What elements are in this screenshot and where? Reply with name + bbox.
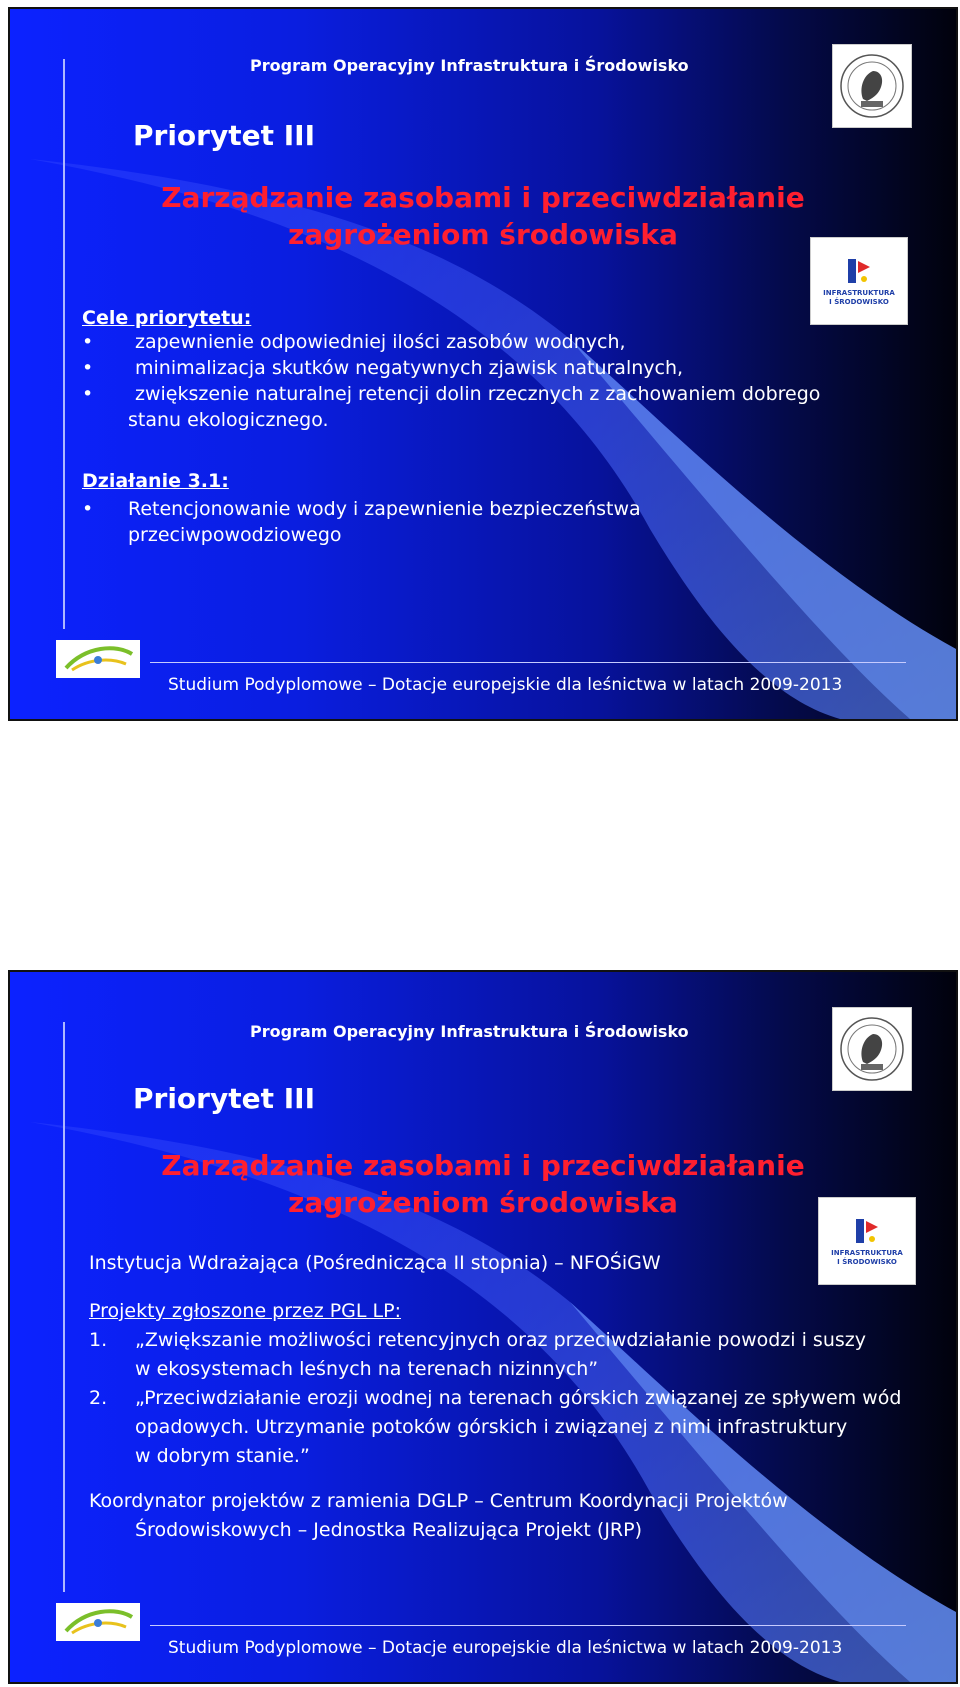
bullet-icon: • [82, 357, 94, 379]
footer-rule [150, 662, 906, 663]
footer-rule [150, 1625, 906, 1626]
project-2-line-3: w dobrym stanie.” [135, 1445, 310, 1467]
project-2-line-1: „Przeciwdziałanie erozji wodnej na terenach górskich związanej ze spływem wód [135, 1387, 902, 1409]
goals-heading: Cele priorytetu: [82, 307, 252, 329]
subtitle-line-1: Zarządzanie zasobami i przeciwdziałanie [161, 181, 805, 214]
left-vertical-line [63, 1022, 65, 1592]
coordinator-line-2: Środowiskowych – Jednostka Realizująca Projekt (JRP) [135, 1519, 642, 1541]
infra-logo-text-2: I ŚRODOWISKO [837, 1258, 897, 1266]
action-heading: Działanie 3.1: [82, 470, 229, 492]
goal-item: zwiększenie naturalnej retencji dolin rzecznych z zachowaniem dobrego [135, 383, 821, 405]
slide-1 [8, 7, 958, 721]
project-1-number: 1. [89, 1329, 108, 1351]
leaf-logo [56, 640, 140, 678]
bullet-icon: • [82, 331, 94, 353]
left-vertical-line [63, 59, 65, 629]
priority-title: Priorytet III [133, 119, 315, 152]
leaf-logo [56, 1603, 140, 1641]
priority-title: Priorytet III [133, 1082, 315, 1115]
goal-item: minimalizacja skutków negatywnych zjawisk naturalnych, [135, 357, 684, 379]
projects-heading: Projekty zgłoszone przez PGL LP: [89, 1300, 401, 1322]
program-title: Program Operacyjny Infrastruktura i Środowisko [250, 1022, 689, 1041]
subtitle-line-1: Zarządzanie zasobami i przeciwdziałanie [161, 1149, 805, 1182]
footer-text: Studium Podyplomowe – Dotacje europejskie dla leśnictwa w latach 2009-2013 [168, 675, 843, 695]
program-title: Program Operacyjny Infrastruktura i Środowisko [250, 56, 689, 75]
infra-logo-text-2: I ŚRODOWISKO [829, 298, 889, 306]
infra-logo-text-1: INFRASTRUKTURA [831, 1249, 903, 1257]
action-line-1: Retencjonowanie wody i zapewnienie bezpieczeństwa [128, 498, 641, 520]
action-line-2: przeciwpowodziowego [128, 524, 342, 546]
slide-2 [8, 970, 958, 1684]
institution-text: Instytucja Wdrażająca (Pośrednicząca II stopnia) – NFOŚiGW [89, 1252, 661, 1274]
goal-item: zapewnienie odpowiedniej ilości zasobów wodnych, [135, 331, 626, 353]
subtitle-line-2: zagrożeniom środowiska [288, 1186, 678, 1219]
project-2-number: 2. [89, 1387, 108, 1409]
heraldic-logo [832, 44, 912, 128]
infra-logo-text-1: INFRASTRUKTURA [823, 289, 895, 297]
bullet-icon: • [82, 383, 94, 405]
project-1-line-1: „Zwiększanie możliwości retencyjnych oraz przeciwdziałanie powodzi i suszy [135, 1329, 866, 1351]
heraldic-logo [832, 1007, 912, 1091]
goal-item-continued: stanu ekologicznego. [128, 409, 329, 431]
bullet-icon: • [82, 498, 94, 520]
footer-text: Studium Podyplomowe – Dotacje europejskie dla leśnictwa w latach 2009-2013 [168, 1638, 843, 1658]
project-1-line-2: w ekosystemach leśnych na terenach nizinnych” [135, 1358, 599, 1380]
project-2-line-2: opadowych. Utrzymanie potoków górskich i związanej z nimi infrastruktury [135, 1416, 848, 1438]
coordinator-line-1: Koordynator projektów z ramienia DGLP – Centrum Koordynacji Projektów [89, 1490, 788, 1512]
subtitle-line-2: zagrożeniom środowiska [288, 218, 678, 251]
